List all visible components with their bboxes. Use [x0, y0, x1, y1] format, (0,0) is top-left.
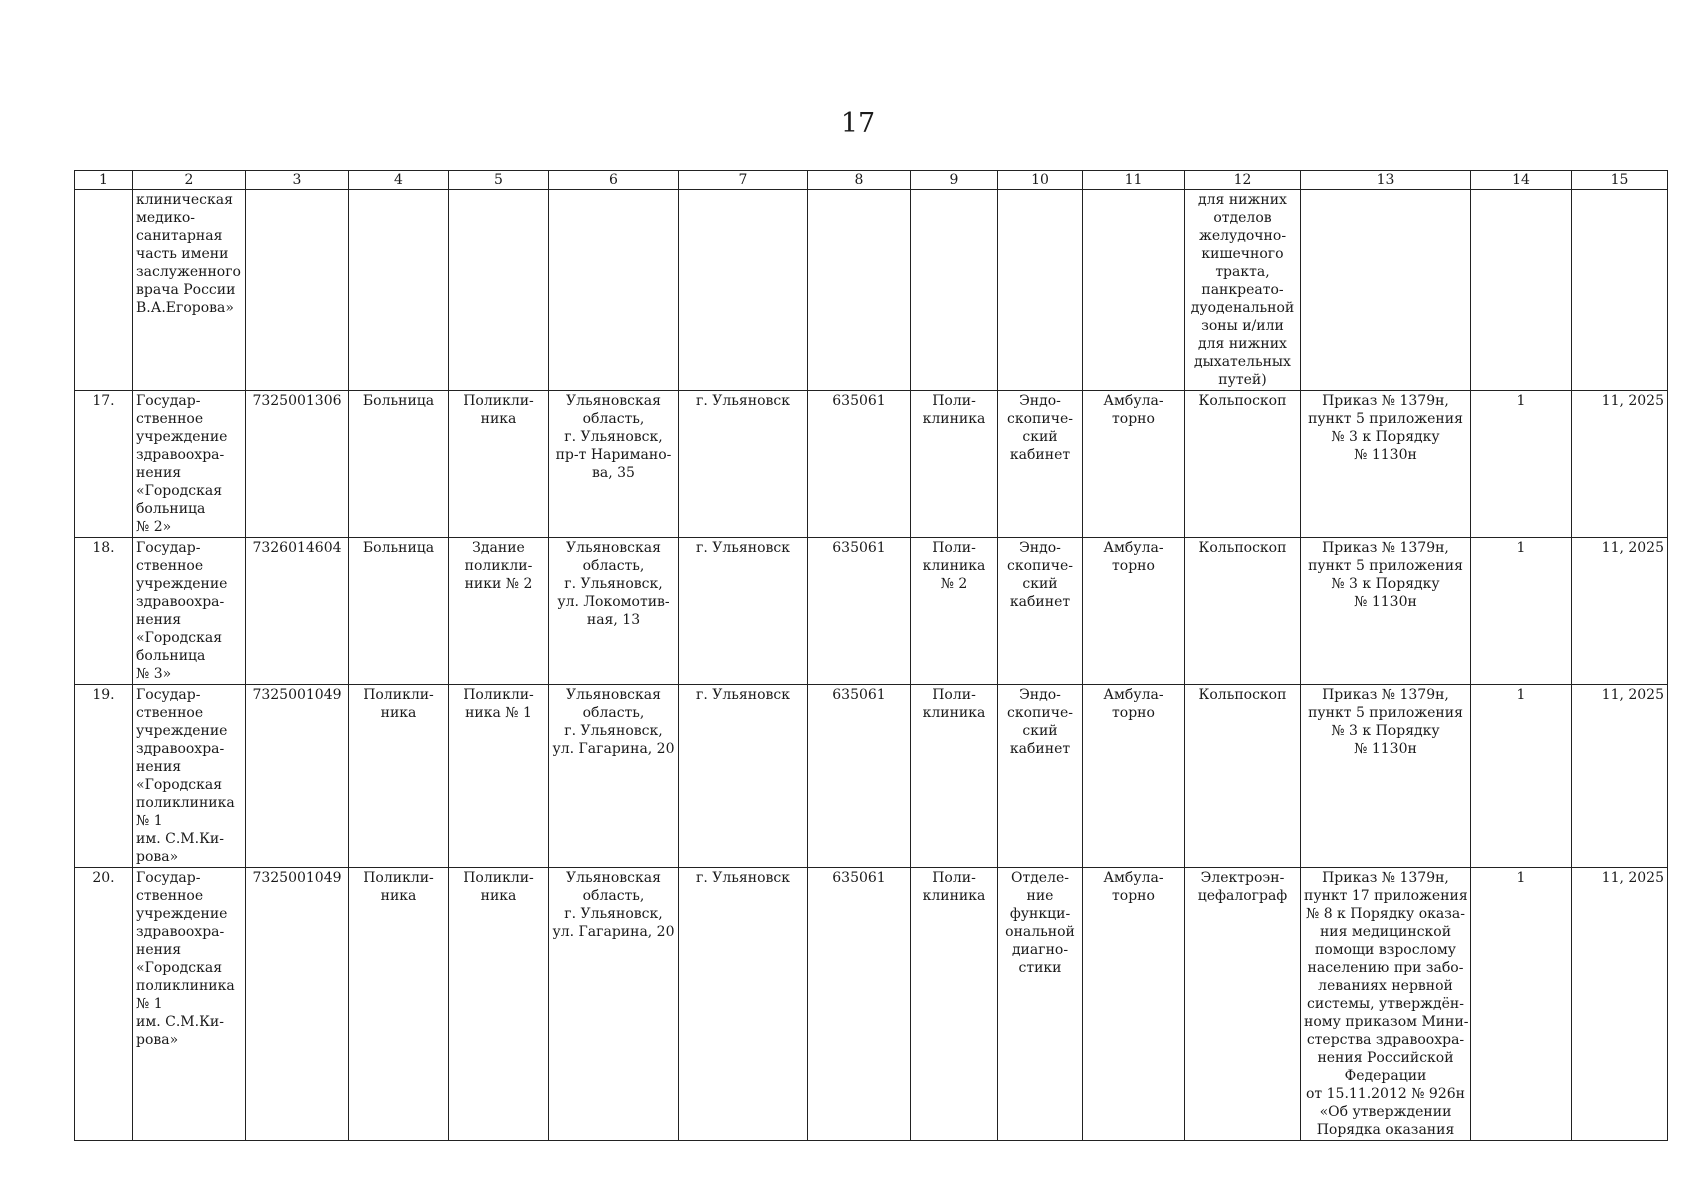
- register-table: [74, 170, 1668, 1141]
- cell-col-1: [75, 685, 133, 868]
- cell-text-line: поликлиника: [136, 978, 235, 994]
- cell-col-4: [349, 868, 449, 1141]
- cell-text-line: дыхательных: [1194, 354, 1291, 370]
- cell-text-line: Эндо-: [1019, 687, 1061, 703]
- column-header-10: 10: [998, 171, 1083, 190]
- cell-text-line: медико-: [136, 210, 196, 226]
- cell-text-line: область,: [582, 888, 645, 904]
- cell-text-line: 20.: [92, 870, 115, 886]
- cell-text-line: 1: [1516, 540, 1526, 556]
- cell-text-line: ному приказом Мини-: [1304, 1014, 1469, 1030]
- cell-text-line: санитарная: [136, 228, 223, 244]
- cell-text-line: г. Ульяновск: [696, 540, 790, 556]
- cell-col-1: [75, 391, 133, 538]
- cell-col-7: [679, 868, 808, 1141]
- cell-text-line: клиника: [922, 558, 986, 574]
- cell-text-line: г. Ульяновск,: [564, 906, 663, 922]
- cell-text-line: 635061: [832, 393, 886, 409]
- cell-text-line: ника: [480, 888, 517, 904]
- cell-text-line: скопиче-: [1007, 558, 1073, 574]
- cell-text-line: Эндо-: [1019, 393, 1061, 409]
- cell-text-line: область,: [582, 411, 645, 427]
- cell-text-line: ние: [1026, 888, 1054, 904]
- cell-text-line: часть имени: [136, 246, 229, 262]
- cell-col-10: [998, 868, 1083, 1141]
- column-header-9: 9: [911, 171, 998, 190]
- cell-text-line: Амбула-: [1103, 870, 1164, 886]
- cell-text-line: Приказ № 1379н,: [1322, 540, 1449, 556]
- cell-col-2: [133, 685, 246, 868]
- cell-text-line: Больница: [362, 540, 435, 556]
- cell-text-line: здравоохра-: [136, 924, 225, 940]
- cell-text-line: скопиче-: [1007, 411, 1073, 427]
- cell-text-line: им. С.М.Ки-: [136, 1014, 224, 1030]
- cell-text-line: № 3 к Порядку: [1331, 723, 1440, 739]
- cell-text-line: отделов: [1213, 210, 1272, 226]
- cell-text-line: Электроэн-: [1200, 870, 1285, 886]
- cell-text-line: учреждение: [136, 906, 228, 922]
- cell-text-line: № 3 к Порядку: [1331, 429, 1440, 445]
- cell-text-line: 11, 2025: [1601, 540, 1664, 556]
- cell-col-11: [1083, 190, 1185, 391]
- cell-text-line: «Городская: [136, 960, 223, 976]
- table-row: [75, 391, 1668, 538]
- cell-text-line: клиническая: [136, 192, 233, 208]
- table-row: [75, 538, 1668, 685]
- cell-text-line: Приказ № 1379н,: [1322, 687, 1449, 703]
- cell-col-8: [808, 391, 911, 538]
- cell-text-line: Поли-: [932, 393, 976, 409]
- cell-text-line: Амбула-: [1103, 540, 1164, 556]
- cell-col-13: [1301, 190, 1471, 391]
- cell-text-line: В.А.Егорова»: [136, 300, 234, 316]
- cell-col-13: [1301, 391, 1471, 538]
- cell-col-3: [246, 538, 349, 685]
- cell-text-line: нения: [136, 612, 182, 628]
- cell-col-15: [1572, 685, 1668, 868]
- cell-text-line: цефалограф: [1197, 888, 1288, 904]
- cell-text-line: Государ-: [136, 870, 201, 886]
- cell-text-line: заслуженного: [136, 264, 241, 280]
- cell-text-line: населению при забо-: [1307, 960, 1464, 976]
- cell-text-line: № 3 к Порядку: [1331, 576, 1440, 592]
- cell-text-line: Ульяновская: [566, 870, 661, 886]
- cell-text-line: торно: [1112, 888, 1155, 904]
- cell-text-line: желудочно-: [1198, 228, 1287, 244]
- cell-text-line: клиника: [922, 705, 986, 721]
- cell-text-line: 17.: [92, 393, 115, 409]
- cell-text-line: кабинет: [1009, 447, 1071, 463]
- cell-col-12: [1185, 868, 1301, 1141]
- cell-text-line: г. Ульяновск: [696, 393, 790, 409]
- cell-text-line: Поликли-: [463, 870, 534, 886]
- column-header-5: 5: [449, 171, 549, 190]
- cell-text-line: ональной: [1005, 924, 1075, 940]
- cell-text-line: здравоохра-: [136, 447, 225, 463]
- column-header-11: 11: [1083, 171, 1185, 190]
- cell-text-line: поликлиника: [136, 795, 235, 811]
- cell-text-line: учреждение: [136, 723, 228, 739]
- cell-text-line: 1: [1516, 393, 1526, 409]
- cell-text-line: область,: [582, 558, 645, 574]
- cell-text-line: клиника: [922, 411, 986, 427]
- cell-col-8: [808, 868, 911, 1141]
- cell-col-15: [1572, 868, 1668, 1141]
- cell-text-line: поликли-: [464, 558, 533, 574]
- column-header-14: 14: [1471, 171, 1572, 190]
- cell-text-line: г. Ульяновск: [696, 870, 790, 886]
- cell-text-line: рова»: [136, 849, 179, 865]
- cell-text-line: Здание: [472, 540, 525, 556]
- cell-text-line: ский: [1022, 429, 1058, 445]
- cell-text-line: г. Ульяновск,: [564, 576, 663, 592]
- cell-text-line: нения Российской: [1317, 1050, 1454, 1066]
- cell-col-9: [911, 190, 998, 391]
- cell-col-1: [75, 538, 133, 685]
- table-row: [75, 190, 1668, 391]
- cell-text-line: Кольпоскоп: [1198, 393, 1287, 409]
- cell-text-line: нения: [136, 942, 182, 958]
- cell-text-line: г. Ульяновск,: [564, 723, 663, 739]
- cell-text-line: 19.: [92, 687, 115, 703]
- cell-col-4: [349, 538, 449, 685]
- column-header-1: 1: [75, 171, 133, 190]
- cell-text-line: «Городская: [136, 483, 223, 499]
- column-header-7: 7: [679, 171, 808, 190]
- cell-text-line: Отделе-: [1010, 870, 1070, 886]
- column-header-8: 8: [808, 171, 911, 190]
- cell-text-line: системы, утверждён-: [1307, 996, 1464, 1012]
- cell-text-line: им. С.М.Ки-: [136, 831, 224, 847]
- cell-text-line: ная, 13: [586, 612, 641, 628]
- cell-text-line: стики: [1018, 960, 1062, 976]
- cell-text-line: торно: [1112, 411, 1155, 427]
- cell-text-line: учреждение: [136, 576, 228, 592]
- column-header-6: 6: [549, 171, 679, 190]
- cell-col-14: [1471, 538, 1572, 685]
- cell-text-line: торно: [1112, 558, 1155, 574]
- cell-col-7: [679, 190, 808, 391]
- cell-col-4: [349, 391, 449, 538]
- cell-text-line: пункт 5 приложения: [1308, 411, 1463, 427]
- cell-text-line: Поликли-: [463, 687, 534, 703]
- cell-text-line: Государ-: [136, 540, 201, 556]
- cell-text-line: 1: [1516, 687, 1526, 703]
- cell-text-line: больница: [136, 501, 206, 517]
- cell-col-1: [75, 190, 133, 391]
- cell-col-12: [1185, 538, 1301, 685]
- cell-col-10: [998, 538, 1083, 685]
- cell-col-12: [1185, 685, 1301, 868]
- cell-text-line: г. Ульяновск: [696, 687, 790, 703]
- cell-text-line: № 1: [136, 813, 163, 829]
- cell-text-line: пункт 5 приложения: [1308, 558, 1463, 574]
- cell-text-line: 11, 2025: [1601, 393, 1664, 409]
- cell-text-line: панкреато-: [1201, 282, 1284, 298]
- cell-col-15: [1572, 190, 1668, 391]
- cell-col-3: [246, 868, 349, 1141]
- cell-text-line: скопиче-: [1007, 705, 1073, 721]
- cell-text-line: Порядка оказания: [1316, 1122, 1455, 1138]
- cell-text-line: Ульяновская: [566, 687, 661, 703]
- cell-col-14: [1471, 868, 1572, 1141]
- cell-text-line: ственное: [136, 411, 204, 427]
- cell-col-7: [679, 538, 808, 685]
- cell-col-9: [911, 538, 998, 685]
- cell-text-line: Эндо-: [1019, 540, 1061, 556]
- cell-text-line: № 1130н: [1354, 741, 1417, 757]
- table-row: [75, 868, 1668, 1141]
- cell-col-8: [808, 190, 911, 391]
- cell-col-11: [1083, 391, 1185, 538]
- cell-text-line: Ульяновская: [566, 540, 661, 556]
- cell-text-line: тракта,: [1215, 264, 1270, 280]
- cell-text-line: дуоденальной: [1190, 300, 1295, 316]
- column-header-12: 12: [1185, 171, 1301, 190]
- column-header-15: 15: [1572, 171, 1668, 190]
- cell-text-line: ственное: [136, 888, 204, 904]
- cell-col-9: [911, 391, 998, 538]
- cell-text-line: Федерации: [1344, 1068, 1427, 1084]
- cell-text-line: помощи взрослому: [1314, 942, 1457, 958]
- table-row: [75, 685, 1668, 868]
- cell-col-8: [808, 538, 911, 685]
- cell-text-line: ственное: [136, 558, 204, 574]
- cell-col-9: [911, 868, 998, 1141]
- cell-text-line: Поли-: [932, 870, 976, 886]
- cell-col-2: [133, 538, 246, 685]
- cell-text-line: ский: [1022, 576, 1058, 592]
- cell-text-line: ский: [1022, 723, 1058, 739]
- column-header-13: 13: [1301, 171, 1471, 190]
- cell-col-14: [1471, 190, 1572, 391]
- cell-col-11: [1083, 538, 1185, 685]
- cell-col-2: [133, 190, 246, 391]
- cell-text-line: здравоохра-: [136, 741, 225, 757]
- cell-text-line: № 1130н: [1354, 594, 1417, 610]
- page-number: 17: [840, 108, 876, 139]
- cell-text-line: г. Ульяновск,: [564, 429, 663, 445]
- cell-text-line: № 1130н: [1354, 447, 1417, 463]
- cell-text-line: № 2»: [136, 519, 172, 535]
- cell-text-line: Государ-: [136, 687, 201, 703]
- cell-text-line: «Об утверждении: [1319, 1104, 1452, 1120]
- cell-text-line: ул. Локомотив-: [557, 594, 670, 610]
- cell-text-line: путей): [1218, 372, 1267, 388]
- cell-text-line: ника: [480, 411, 517, 427]
- cell-text-line: Государ-: [136, 393, 201, 409]
- cell-col-4: [349, 190, 449, 391]
- cell-text-line: Кольпоскоп: [1198, 540, 1287, 556]
- cell-col-5: [449, 190, 549, 391]
- cell-text-line: «Городская: [136, 630, 223, 646]
- column-header-3: 3: [246, 171, 349, 190]
- cell-col-6: [549, 868, 679, 1141]
- column-header-2: 2: [133, 171, 246, 190]
- cell-col-15: [1572, 391, 1668, 538]
- cell-col-2: [133, 391, 246, 538]
- cell-col-6: [549, 190, 679, 391]
- cell-col-10: [998, 190, 1083, 391]
- cell-col-5: [449, 685, 549, 868]
- cell-text-line: пункт 17 приложения: [1304, 888, 1468, 904]
- cell-text-line: Ульяновская: [566, 393, 661, 409]
- cell-text-line: ния медицинской: [1319, 924, 1452, 940]
- cell-text-line: Кольпоскоп: [1198, 687, 1287, 703]
- cell-text-line: ники № 2: [464, 576, 533, 592]
- cell-col-3: [246, 685, 349, 868]
- cell-text-line: «Городская: [136, 777, 223, 793]
- header-row: [75, 171, 1668, 190]
- cell-text-line: область,: [582, 705, 645, 721]
- cell-text-line: нения: [136, 465, 182, 481]
- cell-text-line: зоны и/или: [1201, 318, 1284, 334]
- cell-text-line: Поликли-: [363, 870, 434, 886]
- cell-col-8: [808, 685, 911, 868]
- cell-text-line: 7326014604: [252, 540, 342, 556]
- cell-text-line: пр-т Нариманo-: [555, 447, 672, 463]
- cell-text-line: 7325001306: [252, 393, 342, 409]
- cell-col-13: [1301, 685, 1471, 868]
- cell-text-line: ственное: [136, 705, 204, 721]
- cell-col-1: [75, 868, 133, 1141]
- cell-text-line: кабинет: [1009, 594, 1071, 610]
- cell-text-line: Больница: [362, 393, 435, 409]
- cell-text-line: ника: [380, 705, 417, 721]
- cell-col-5: [449, 868, 549, 1141]
- cell-text-line: 635061: [832, 870, 886, 886]
- cell-col-12: [1185, 190, 1301, 391]
- cell-col-13: [1301, 868, 1471, 1141]
- cell-text-line: врача России: [136, 282, 236, 298]
- cell-text-line: ул. Гагарина, 20: [552, 924, 675, 940]
- column-header-4: 4: [349, 171, 449, 190]
- cell-text-line: 18.: [92, 540, 115, 556]
- cell-text-line: 7325001049: [252, 870, 342, 886]
- cell-col-5: [449, 538, 549, 685]
- cell-text-line: торно: [1112, 705, 1155, 721]
- cell-col-15: [1572, 538, 1668, 685]
- cell-col-4: [349, 685, 449, 868]
- cell-text-line: № 8 к Порядку оказа-: [1306, 906, 1465, 922]
- cell-text-line: Поликли-: [363, 687, 434, 703]
- cell-text-line: ул. Гагарина, 20: [552, 741, 675, 757]
- cell-col-7: [679, 685, 808, 868]
- cell-text-line: для нижних: [1198, 192, 1287, 208]
- cell-text-line: клиника: [922, 888, 986, 904]
- cell-text-line: Поли-: [932, 687, 976, 703]
- cell-text-line: диагно-: [1011, 942, 1069, 958]
- cell-text-line: пункт 5 приложения: [1308, 705, 1463, 721]
- cell-col-10: [998, 685, 1083, 868]
- cell-text-line: № 1: [136, 996, 163, 1012]
- cell-text-line: Амбула-: [1103, 393, 1164, 409]
- cell-col-2: [133, 868, 246, 1141]
- cell-text-line: 11, 2025: [1601, 870, 1664, 886]
- cell-col-11: [1083, 685, 1185, 868]
- cell-text-line: ва, 35: [592, 465, 635, 481]
- cell-text-line: здравоохра-: [136, 594, 225, 610]
- cell-col-6: [549, 538, 679, 685]
- table-body: [75, 190, 1668, 1141]
- cell-col-3: [246, 190, 349, 391]
- cell-col-12: [1185, 391, 1301, 538]
- cell-text-line: стерства здравоохра-: [1306, 1032, 1465, 1048]
- cell-col-10: [998, 391, 1083, 538]
- cell-col-14: [1471, 391, 1572, 538]
- cell-text-line: от 15.11.2012 № 926н: [1306, 1086, 1465, 1102]
- cell-text-line: ника: [380, 888, 417, 904]
- cell-text-line: Приказ № 1379н,: [1322, 393, 1449, 409]
- cell-text-line: 7325001049: [252, 687, 342, 703]
- cell-col-11: [1083, 868, 1185, 1141]
- cell-col-3: [246, 391, 349, 538]
- cell-col-6: [549, 685, 679, 868]
- cell-text-line: 635061: [832, 540, 886, 556]
- cell-col-6: [549, 391, 679, 538]
- cell-text-line: 11, 2025: [1601, 687, 1664, 703]
- cell-text-line: Приказ № 1379н,: [1322, 870, 1449, 886]
- cell-text-line: Амбула-: [1103, 687, 1164, 703]
- cell-text-line: кишечного: [1201, 246, 1284, 262]
- cell-text-line: № 2: [940, 576, 968, 592]
- cell-text-line: кабинет: [1009, 741, 1071, 757]
- cell-text-line: больница: [136, 648, 206, 664]
- cell-text-line: для нижних: [1198, 336, 1287, 352]
- cell-col-5: [449, 391, 549, 538]
- cell-col-7: [679, 391, 808, 538]
- cell-text-line: леваниях нервной: [1318, 978, 1453, 994]
- cell-col-9: [911, 685, 998, 868]
- cell-text-line: ника № 1: [465, 705, 532, 721]
- cell-text-line: учреждение: [136, 429, 228, 445]
- cell-text-line: Поликли-: [463, 393, 534, 409]
- cell-text-line: 635061: [832, 687, 886, 703]
- cell-text-line: 1: [1516, 870, 1526, 886]
- cell-text-line: нения: [136, 759, 182, 775]
- cell-col-14: [1471, 685, 1572, 868]
- cell-text-line: рова»: [136, 1032, 179, 1048]
- cell-col-13: [1301, 538, 1471, 685]
- cell-text-line: № 3»: [136, 666, 172, 682]
- cell-text-line: функци-: [1009, 906, 1071, 922]
- cell-text-line: Поли-: [932, 540, 976, 556]
